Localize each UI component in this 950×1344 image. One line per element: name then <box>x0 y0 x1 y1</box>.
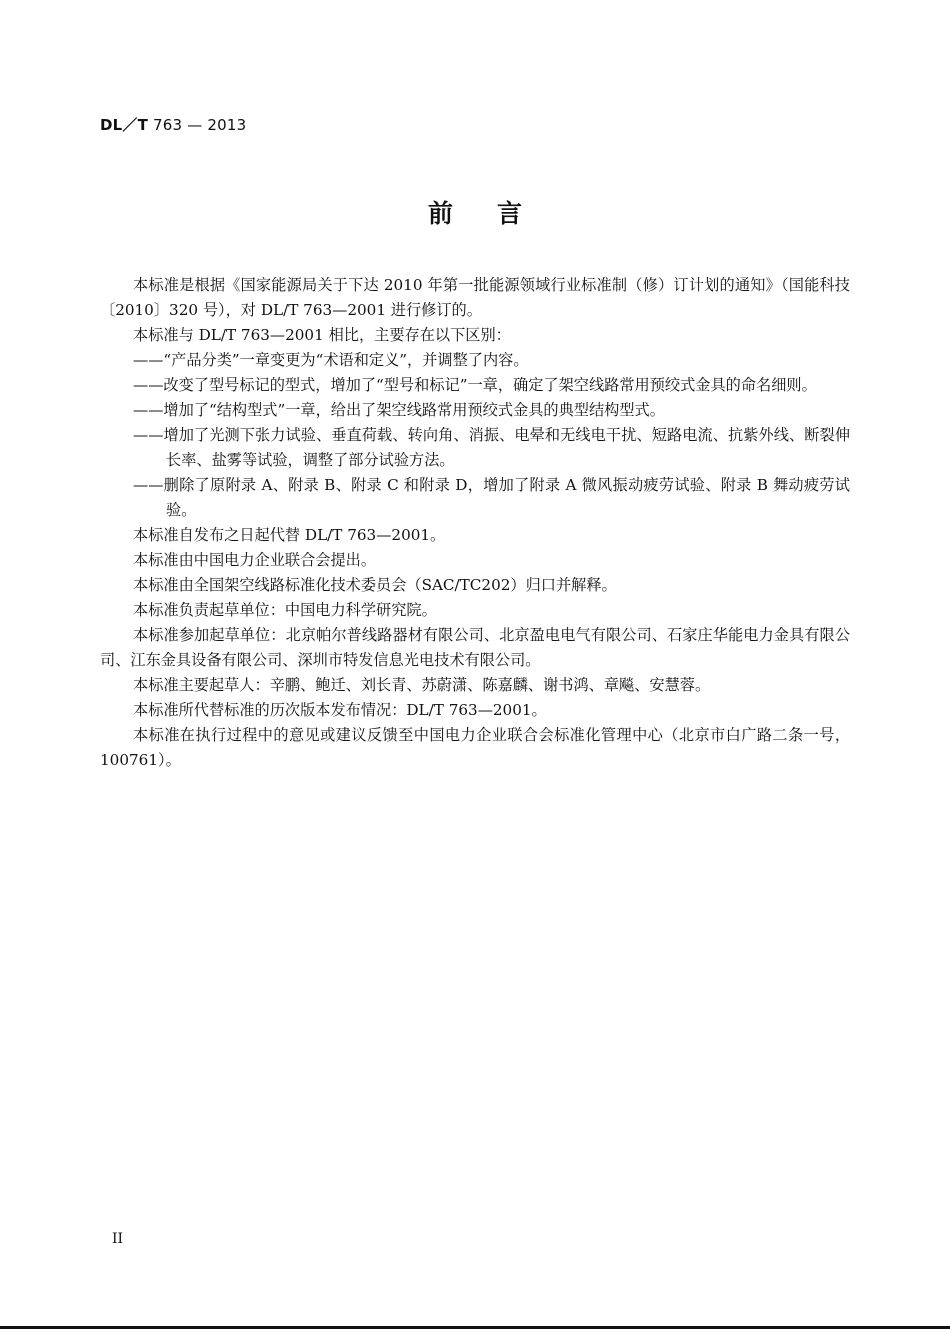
paragraph-history: 本标准所代替标准的历次版本发布情况：DL/T 763—2001。 <box>133 701 547 719</box>
difference-item: ——改变了型号标记的型式，增加了“型号和标记”一章，确定了架空线路常用预绞式金具的命名细则。 <box>133 376 817 394</box>
paragraph-drafting-unit: 本标准负责起草单位：中国电力科学研究院。 <box>133 601 437 619</box>
standard-code: DL／T <box>100 116 149 134</box>
paragraph-participating-units: 本标准参加起草单位：北京帕尔普线路器材有限公司、北京盈电电气有限公司、石家庄华能电力金具有限公司、江东金具设备有限公司、深圳市特发信息光电技术有限公司。 <box>100 626 850 669</box>
paragraph-basis: 本标准是根据《国家能源局关于下达 2010 年第一批能源领域行业标准制（修）订计划的通知》（国能科技〔2010〕320 号），对 DL/T 763—2001 进行修订的。 <box>100 276 850 319</box>
difference-item: ——增加了光测下张力试验、垂直荷载、转向角、消振、电晕和无线电干扰、短路电流、抗紫外线、断裂伸长率、盐雾等试验，调整了部分试验方法。 <box>133 426 850 469</box>
standard-header <box>100 114 246 135</box>
difference-item: ——删除了原附录 A、附录 B、附录 C 和附录 D，增加了附录 A 微风振动疲劳试验、附录 B 舞动疲劳试验。 <box>133 476 850 519</box>
difference-item: ——增加了“结构型式”一章，给出了架空线路常用预绞式金具的典型结构型式。 <box>133 401 665 419</box>
difference-item: ——“产品分类”一章变更为“术语和定义”，并调整了内容。 <box>133 351 529 369</box>
preface-body <box>100 273 850 773</box>
paragraph-replacement: 本标准自发布之日起代替 DL/T 763—2001。 <box>133 526 446 544</box>
paragraph-proposer: 本标准由中国电力企业联合会提出。 <box>133 551 376 569</box>
paragraph-committee: 本标准由全国架空线路标准化技术委员会（SAC/TC202）归口并解释。 <box>133 576 617 594</box>
page-number: II <box>112 1231 124 1247</box>
page-title: 前言 <box>427 199 566 228</box>
paragraph-feedback: 本标准在执行过程中的意见或建议反馈至中国电力企业联合会标准化管理中心（北京市白广路二条一号，100761）。 <box>100 726 850 769</box>
paragraph-drafters: 本标准主要起草人：辛鹏、鲍迁、刘长青、苏蔚潇、陈嘉麟、谢书鸿、章飚、安慧蓉。 <box>133 676 711 694</box>
bottom-divider <box>0 1326 950 1329</box>
standard-number: 763 — 2013 <box>153 116 247 134</box>
paragraph-differences-intro: 本标准与 DL/T 763—2001 相比，主要存在以下区别： <box>133 326 511 344</box>
